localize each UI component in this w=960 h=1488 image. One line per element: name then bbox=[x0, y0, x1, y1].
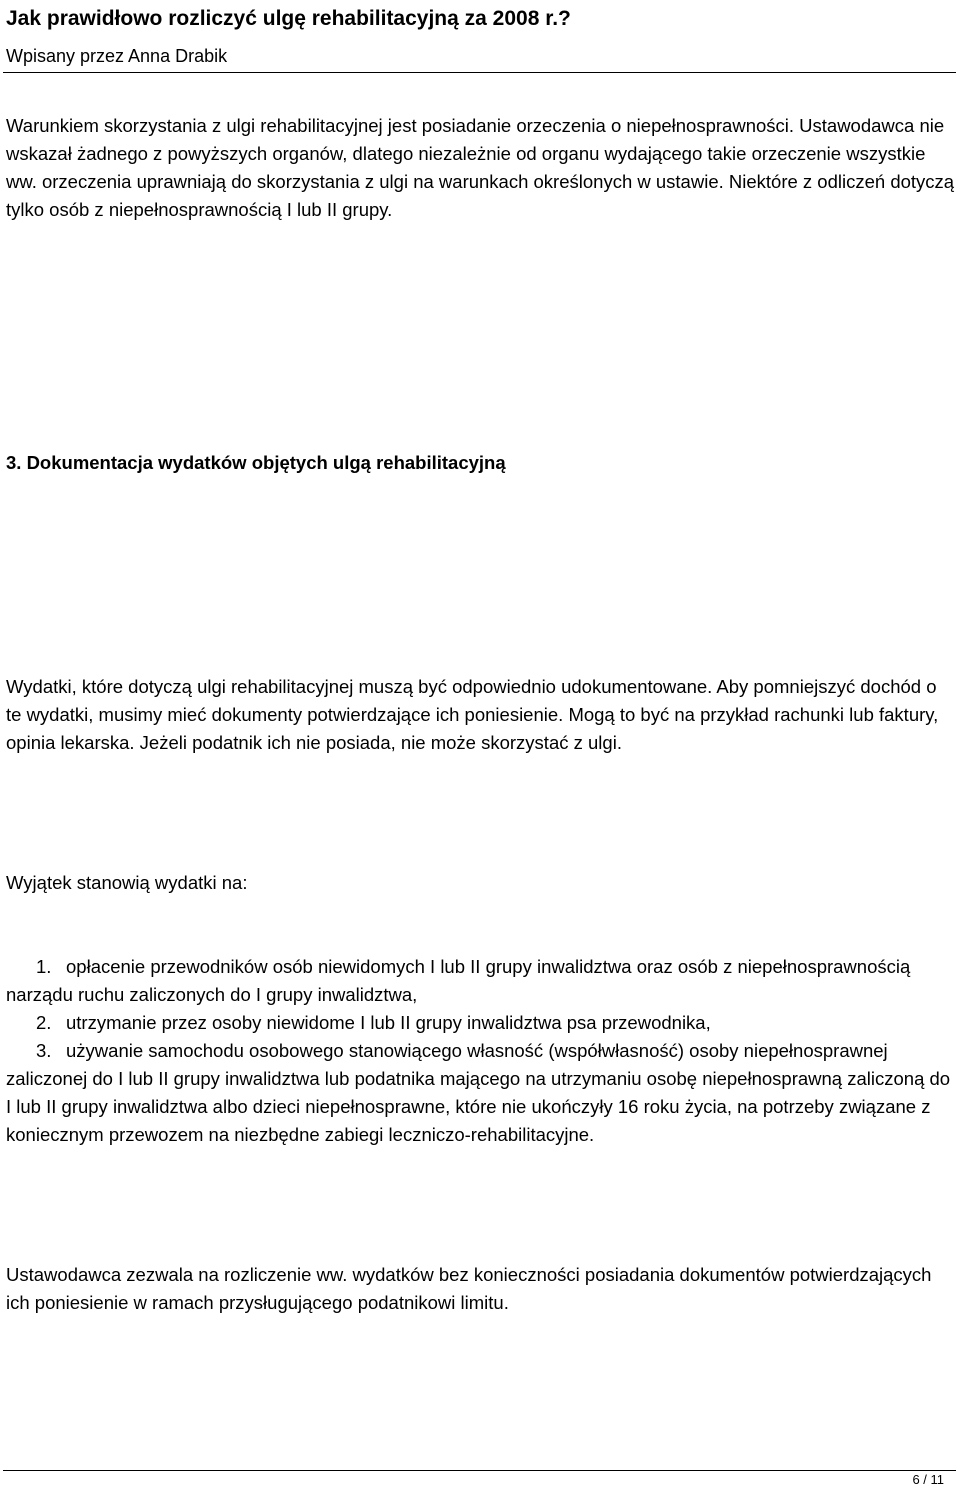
list-item bbox=[6, 1009, 956, 1037]
list-item-text: utrzymanie przez osoby niewidome I lub II grupy inwalidztwa psa przewodnika, bbox=[66, 1012, 711, 1033]
list-item-number: 2. bbox=[36, 1012, 52, 1033]
page-title: Jak prawidłowo rozliczyć ulgę rehabilitacyjną za 2008 r.? bbox=[6, 7, 571, 30]
header-divider bbox=[3, 72, 956, 73]
documentation-paragraph: Wydatki, które dotyczą ulgi rehabilitacyjnej muszą być odpowiednio udokumentowane. Aby pomniejszyć dochód o te wydatki, musimy mieć dokumenty potwierdzające ich poniesienie. Mogą to być na przykład rachunki lub faktury, opinia lekarska. Jeżeli podatnik ich nie posiada, nie może skorzystać z ulgi. bbox=[6, 676, 939, 753]
list-item-text: opłacenie przewodników osób niewidomych I lub II grupy inwalidztwa oraz osób z niepełnosprawnością narządu ruchu zaliczonych do I grupy inwalidztwa, bbox=[6, 956, 911, 1005]
intro-paragraph: Warunkiem skorzystania z ulgi rehabilitacyjnej jest posiadanie orzeczenia o niepełnosprawności. Ustawodawca nie wskazał żadnego z powyższych organów, dlatego niezależnie od organu wydającego takie orzeczenie wszystkie ww. orzeczenia uprawniają do skorzystania z ulgi na warunkach określonych w ustawie. Niektóre z odliczeń dotyczą tylko osób z niepełnosprawnością I lub II grupy. bbox=[6, 115, 955, 220]
closing-paragraph: Ustawodawca zezwala na rozliczenie ww. wydatków bez konieczności posiadania dokumentów potwierdzających ich poniesienie w ramach przysługującego podatnikowi limitu. bbox=[6, 1264, 932, 1313]
list-item bbox=[6, 1037, 956, 1149]
page-number: 6 / 11 bbox=[912, 1472, 944, 1487]
list-item bbox=[6, 953, 956, 1009]
list-item-number: 3. bbox=[36, 1040, 52, 1061]
list-item-text: używanie samochodu osobowego stanowiącego własność (współwłasność) osoby niepełnosprawnej zaliczonej do I lub II grupy inwalidztwa lub podatnika mającego na utrzymaniu osobę niepełnosprawną zaliczoną do I lub II grupy inwalidztwa albo dzieci niepełnosprawne, które nie ukończyły 16 roku życia, na potrzeby związane z koniecznym przewozem na niezbędne zabiegi leczniczo-rehabilitacyjne. bbox=[6, 1040, 951, 1145]
exception-intro: Wyjątek stanowią wydatki na: bbox=[6, 872, 248, 893]
footer-divider bbox=[3, 1470, 956, 1471]
section-heading: 3. Dokumentacja wydatków objętych ulgą rehabilitacyjną bbox=[6, 452, 506, 473]
list-item-number: 1. bbox=[36, 956, 52, 977]
author-byline: Wpisany przez Anna Drabik bbox=[6, 46, 228, 66]
exceptions-list bbox=[6, 953, 956, 1149]
